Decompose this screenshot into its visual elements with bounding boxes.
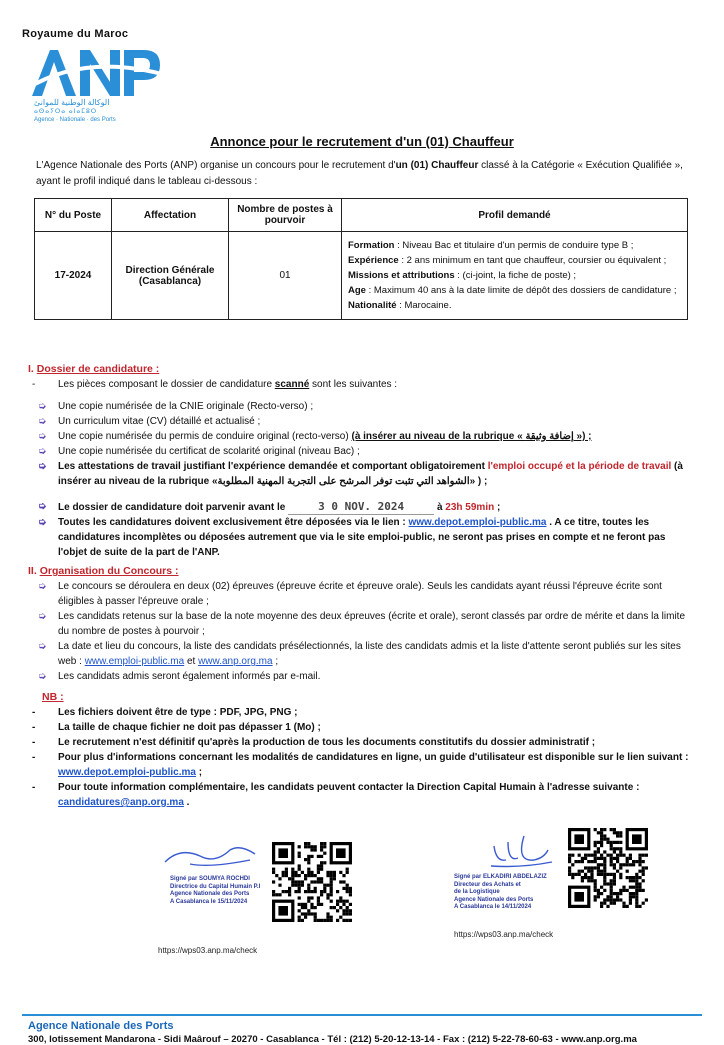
list-item [28, 669, 696, 684]
col-header-profil: Profil demandé [342, 199, 688, 232]
nb-contact-text: Pour toute information complémentaire, les candidats peuvent contacter la Direction Capital Humain à l'adresse suivante : [58, 782, 640, 793]
intro-line2: ayant le profil indiqué dans le tableau ci-dessous : [36, 176, 258, 187]
deadline-date-stamp: 3 0 NOV. 2024 [288, 499, 434, 515]
item-text: Le concours se déroulera en deux (02) épreuves (épreuve écrite et épreuve orale). Seuls les candidats ayant réussi l'épreuve écrite sont éligibles à passer l'épreuve orale ; [58, 581, 662, 607]
nb-item: - La taille de chaque fichier ne doit pas dépasser 1 (Mo) ; [32, 722, 321, 733]
item-rubrique: (à insérer au niveau de la rubrique « إضافة وثيقة ») ; [351, 431, 592, 442]
link-end: ; [272, 656, 279, 667]
sig-right-line: Agence Nationale des Ports [454, 896, 534, 903]
nb-item: - Le recrutement n'est définitif qu'après la production de tous les documents constitutifs du dossier administratif ; [32, 737, 596, 748]
profile-label: Formation [348, 240, 395, 251]
signature-left-image [160, 842, 270, 872]
sig-left-line: Directrice du Capital Humain P.I [170, 883, 261, 890]
col-header-nombre: Nombre de postes à pourvoir [229, 199, 342, 232]
guide-link[interactable]: www.depot.emploi-public.ma [58, 767, 196, 778]
arrow-bullet-icon: ➭ [38, 641, 47, 652]
posts-table [34, 198, 688, 320]
section-num: I. [28, 363, 34, 375]
signature-right-image [486, 832, 556, 870]
sig-left-line: Signé par SOUMYA ROCHDI [170, 876, 250, 882]
arrow-bullet-icon: ➭ [38, 416, 47, 427]
item-text: Une copie numérisée du certificat de scolarité original (niveau Bac) ; [58, 446, 360, 457]
profile-label: Missions et attributions [348, 270, 455, 281]
check-url-right: https://wps03.anp.ma/check [454, 930, 554, 939]
section-title-text: Organisation du Concours : [39, 565, 179, 577]
deadline-at: à [436, 502, 446, 513]
profile-text: : 2 ans minimum en tant que chauffeur, coursier ou équivalent ; [398, 255, 667, 266]
deadline-text: Le dossier de candidature doit parvenir avant le [58, 502, 286, 513]
check-url-left: https://wps03.anp.ma/check [158, 946, 258, 955]
anp-logo-mark [24, 44, 164, 100]
nb-item-text: Les fichiers doivent être de type : PDF, JPG, PNG ; [58, 707, 298, 718]
anp-link[interactable]: www.anp.org.ma [198, 656, 273, 667]
col-header-affectation: Affectation [112, 199, 229, 232]
nb-item-text: Le recrutement n'est définitif qu'après la production de tous les documents constitutifs du dossier administratif ; [58, 737, 596, 748]
profile-label: Nationalité [348, 300, 397, 311]
nb-item: - Les fichiers doivent être de type : PDF, JPG, PNG ; [32, 707, 298, 718]
arrow-bullet-icon: ➭ [38, 501, 47, 512]
arrow-bullet-icon: ➭ [38, 431, 47, 442]
nb-title [28, 690, 696, 705]
item-text: Les candidats retenus sur la base de la note moyenne des deux épreuves (écrite et orale), seront classés par ordre de mérite et dans la limite du nombre de postes à pourvoir ; [58, 611, 686, 637]
link-and: et [184, 656, 199, 667]
list-item [28, 609, 696, 639]
cell-num: 17-2024 [35, 232, 112, 320]
lead-end: sont les suivantes : [309, 379, 398, 390]
logo-tifinagh: ⴰⵙⴰⵢⵔⴰ ⴰⵏⴰⵎⵓⵔ [34, 109, 98, 115]
list-item [28, 444, 696, 459]
list-item [28, 399, 696, 414]
table-header-row [35, 199, 688, 232]
kingdom-label: Royaume du Maroc [22, 28, 129, 40]
nb-item: - Pour toute information complémentaire, les candidats peuvent contacter la Direction Capital Humain à l'adresse suivante : candidatures@anp.org.ma . [32, 782, 640, 808]
sig-right-line: A Casablanca le 14/11/2024 [454, 904, 532, 910]
list-item [28, 579, 696, 609]
emploi-public-link[interactable]: www.emploi-public.ma [84, 656, 185, 667]
nb-title-text: NB : [42, 691, 64, 703]
arrow-bullet-icon: ➭ [38, 461, 47, 472]
qr-code-right [568, 828, 648, 908]
sig-right-line: Signé par ELKADIRI ABDELAZIZ [454, 874, 547, 880]
item-text: Une copie numérisée du permis de conduire original (recto-verso) [58, 431, 352, 442]
depot-text: Toutes les candidatures doivent exclusivement être déposées via le lien : [58, 517, 409, 528]
arrow-bullet-icon: ➭ [38, 581, 47, 592]
profile-nationalite [348, 298, 681, 313]
arrow-bullet-icon: ➭ [38, 611, 47, 622]
profile-formation [348, 238, 681, 253]
profile-text: : Niveau Bac et titulaire d'un permis de conduire type B ; [394, 240, 634, 251]
cell-affectation: Direction Générale (Casablanca) [112, 232, 229, 320]
page-title: Annonce pour le recrutement d'un (01) Chauffeur [210, 134, 514, 149]
deadline-end: ; [494, 502, 501, 513]
profile-age [348, 283, 681, 298]
sig-right-line: Directeur des Achats et [454, 881, 521, 888]
list-item [28, 639, 696, 669]
depot-item [28, 515, 696, 560]
deadline-item [28, 499, 696, 515]
cell-profil [342, 232, 688, 320]
list-item [28, 414, 696, 429]
item-text: La date et lieu du concours, la liste des candidats présélectionnés, la liste des candidats admis et la liste d'attente seront publiés sur les sites web : [58, 641, 681, 667]
section-title-text: Dossier de candidature : [36, 363, 160, 375]
footer-org: Agence Nationale des Ports [28, 1020, 174, 1032]
contact-end: . [183, 797, 190, 808]
intro-bold: un (01) Chauffeur [395, 160, 479, 171]
col-header-num: N° du Poste [35, 199, 112, 232]
profile-label: Age [348, 285, 366, 296]
arrow-bullet-icon: ➭ [38, 446, 47, 457]
logo-agence: Agence · Nationale · des Ports [34, 117, 116, 123]
item-text: Les candidats admis seront également informés par e-mail. [58, 671, 321, 682]
qr-code-left [272, 842, 352, 922]
table-row [35, 232, 688, 320]
profile-experience [348, 253, 681, 268]
signature-right-block [454, 874, 547, 912]
qr-code-left-image [272, 842, 352, 922]
item-text: Un curriculum vitae (CV) détaillé et actualisé ; [58, 416, 261, 427]
profile-text: : Maximum 40 ans à la date limite de dépôt des dossiers de candidature ; [365, 285, 677, 296]
nb-item-text: La taille de chaque fichier ne doit pas dépasser 1 (Mo) ; [58, 722, 321, 733]
item-text-end: (à insérer au niveau de la rubrique «الشواهد التي تثبت توفر المرشح على التجربة المهنية المطلوبة» ) ; [58, 461, 683, 487]
lead-scanne: scanné [274, 379, 310, 390]
profile-missions [348, 268, 681, 283]
list-item [28, 429, 696, 444]
item-text: Les attestations de travail justifiant l'expérience demandée et comportant obligatoirement [58, 461, 488, 472]
deadline-time: 23h 59min [445, 502, 495, 513]
sig-right-line: de la Logistique [454, 889, 500, 895]
dossier-lead: - Les pièces composant le dossier de candidature scanné sont les suivantes : [32, 379, 398, 390]
profile-label: Expérience [348, 255, 399, 266]
anp-logo [24, 44, 164, 134]
profile-text: : (ci-joint, la fiche de poste) ; [454, 270, 577, 281]
contact-email-link[interactable]: candidatures@anp.org.ma [58, 797, 184, 808]
intro-text: L'Agence Nationale des Ports (ANP) organise un concours pour le recrutement d' [36, 160, 396, 171]
footer-address: 300, lotissement Mandarona - Sidi Maârouf – 20270 - Casablanca - Tél : (212) 5-20-12-13-14 - Fax : (212) 5-22-78-60-63 - www.anp.org.ma [28, 1034, 637, 1045]
signature-left-block [170, 876, 260, 906]
guide-end: ; [195, 767, 203, 778]
section-concours [28, 564, 696, 684]
section-dossier-title [28, 362, 696, 377]
profile-text: : Marocaine. [396, 300, 452, 311]
intro-paragraph [32, 158, 697, 190]
lead-text: Les pièces composant le dossier de candidature [58, 379, 275, 390]
sig-left-line: A Casablanca le 15/11/2024 [170, 898, 248, 905]
sig-left-line: Agence Nationale des Ports [170, 891, 250, 897]
depot-text-end: . A ce titre, toutes les candidatures incomplètes ou déposées autrement que via le site emploi-public, ne seront pas prises en compte et ne feront pas l'objet de suite de la part de l'ANP. [58, 517, 666, 558]
arrow-bullet-icon: ➭ [38, 401, 47, 412]
cell-nombre: 01 [229, 232, 342, 320]
item-red-text: l'emploi occupé et la période de travail [487, 461, 672, 472]
list-item-attestations [28, 459, 696, 489]
arrow-bullet-icon: ➭ [38, 671, 47, 682]
arrow-bullet-icon: ➭ [38, 517, 47, 528]
section-num: II. [28, 565, 37, 577]
section-dossier [28, 362, 696, 560]
logo-arabic: الوكالة الوطنية للموانئ [34, 98, 110, 107]
footer-divider [22, 1014, 702, 1016]
qr-code-right-image [568, 828, 648, 908]
section-concours-title [28, 564, 696, 579]
intro-end: classé à la Catégorie « Exécution Qualifiée », [478, 160, 683, 171]
nb-item: - Pour plus d'informations concernant les modalités de candidatures en ligne, un guide d'utilisateur est disponible sur le lien suivant : www.depot.emploi-public.ma ; [32, 752, 689, 778]
nb-section [28, 690, 696, 810]
nb-item-text: Pour plus d'informations concernant les modalités de candidatures en ligne, un guide d'utilisateur est disponible sur le lien suivant : [58, 752, 689, 763]
item-text: Une copie numérisée de la CNIE originale (Recto-verso) ; [58, 401, 314, 412]
depot-link[interactable]: www.depot.emploi-public.ma [408, 517, 547, 528]
